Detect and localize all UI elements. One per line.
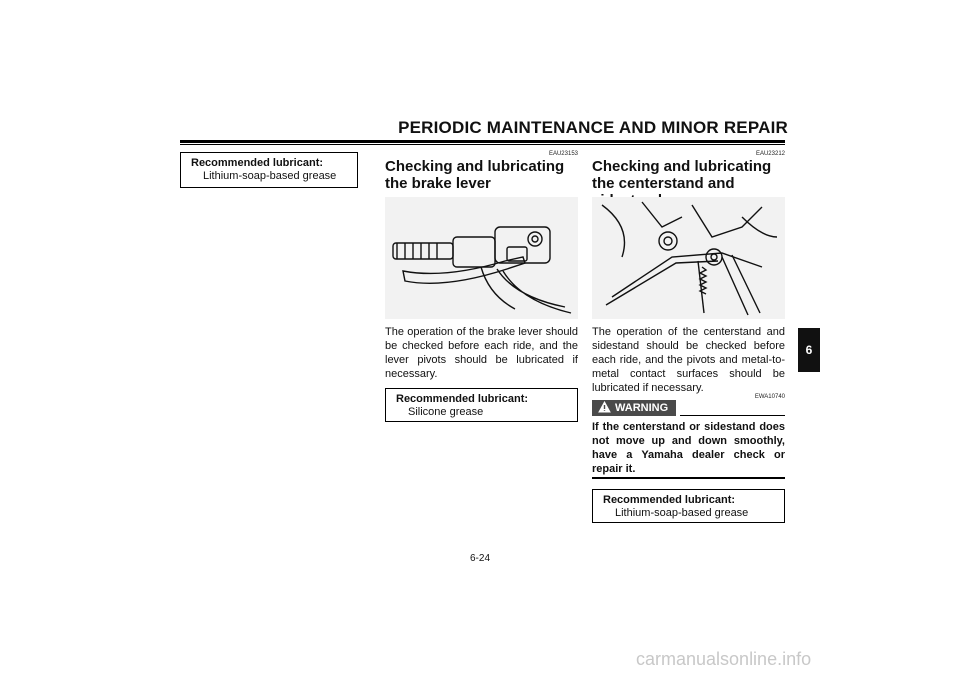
warning-end-rule	[592, 477, 785, 479]
recommended-lubricant-box-brake	[385, 388, 578, 422]
stand-illustration	[592, 197, 785, 319]
header-rule	[180, 140, 785, 143]
warning-triangle-icon	[598, 401, 611, 416]
lubricant-value: Lithium-soap-based grease	[615, 507, 749, 519]
warning-badge	[592, 400, 676, 416]
watermark: carmanualsonline.info	[636, 649, 812, 669]
warning-text: If the centerstand or sidestand does not move up and down smoothly, have a Yamaha dealer check or repair it.	[592, 421, 785, 475]
lubricant-value: Silicone grease	[408, 406, 484, 418]
section-title-brake-lever: Checking and lubricating the brake lever	[385, 158, 565, 192]
recommended-lubricant-box-stand	[592, 489, 785, 523]
section-code: EAU23212	[755, 151, 785, 157]
brake-lever-illustration	[385, 197, 578, 319]
recommended-lubricant-box-left	[180, 152, 358, 188]
lubricant-value: Lithium-soap-based grease	[203, 170, 337, 182]
section-title-stands: Checking and lubricating the centerstand and	[592, 158, 772, 192]
page-number: 6-24	[469, 553, 490, 564]
warning-code: EWA10740	[754, 394, 785, 400]
lubricant-label: Recommended lubricant:	[603, 494, 736, 506]
header-rule-thin	[180, 144, 785, 145]
warning-rule	[680, 415, 785, 416]
stand-drawing	[592, 197, 785, 319]
brake-lever-drawing	[385, 197, 578, 319]
stand-body: The operation of the centerstand and sidestand should be checked before each ride, and the pivots and metal-to-metal contact surfaces should be lubricated if necessary.	[592, 326, 785, 394]
section-code: EAU23153	[548, 151, 578, 157]
warning-label: WARNING	[615, 402, 669, 414]
lubricant-label: Recommended lubricant:	[396, 393, 529, 405]
section-tab: 6	[798, 328, 820, 372]
page-header: PERIODIC MAINTENANCE AND MINOR REPAIR	[398, 118, 788, 137]
lubricant-label: Recommended lubricant:	[191, 157, 324, 169]
brake-lever-body: The operation of the brake lever should be checked before each ride, and the lever pivots should be lubricated if necessary.	[385, 326, 578, 380]
